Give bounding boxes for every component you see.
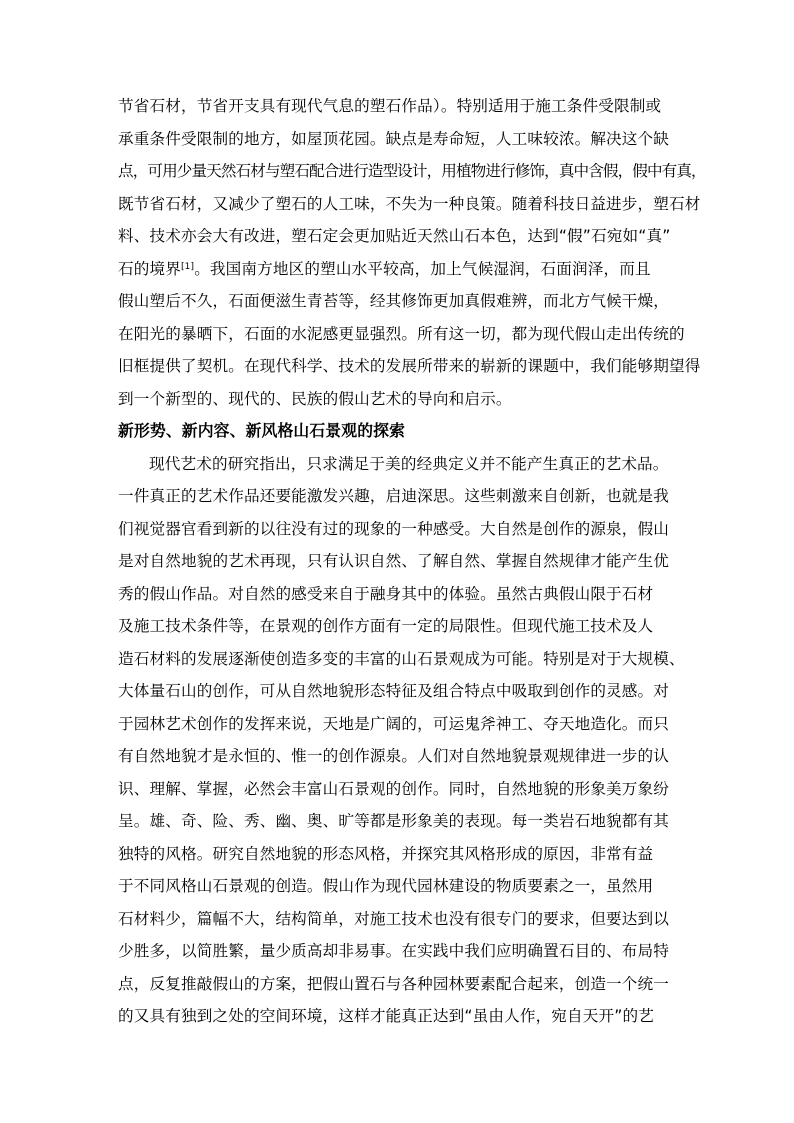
text-line: 点，可用少量天然石材与塑石配合进行造型设计，用植物进行修饰，真中含假，假中有真， <box>118 162 706 180</box>
section-heading: 新形势、新内容、新风格山石景观的探索 <box>118 421 406 440</box>
text-line: 少胜多，以简胜繁，量少质高却非易事。在实践中我们应明确置石目的、布局特 <box>118 942 670 960</box>
text-line: 的又具有独到之处的空间环境，这样才能真正达到“虽由人作，宛自天开”的艺 <box>118 1007 655 1025</box>
text-line: 旧框提供了契机。在现代科学、技术的发展所带来的崭新的课题中，我们能够期望得 <box>118 357 701 375</box>
text-line: 点，反复推敲假山的方案，把假山置石与各种园林要素配合起来，创造一个统一 <box>118 974 670 993</box>
text-line: 秀的假山作品。对自然的感受来自于融身其中的体验。虽然古典假山限于石材 <box>118 584 654 603</box>
text-line-with-reference <box>118 253 678 286</box>
text-line: 及施工技术条件等，在景观的创作方面有一定的局限性。但现代施工技术及人 <box>118 617 654 635</box>
document-body <box>118 90 706 1033</box>
text-segment: 。我国南方地区的塑山水平较高，加上气候湿润，石面润泽，而且 <box>194 259 651 278</box>
text-segment: 石的境界 <box>118 259 181 278</box>
text-line: 到一个新型的、现代的、民族的假山艺术的导向和启示。 <box>118 389 512 408</box>
text-line: 现代艺术的研究指出，只求满足于美的经典定义并不能产生真正的艺术品。 <box>149 454 669 473</box>
text-line: 一件真正的艺术作品还要能激发兴趣，启迪深思。这些刺激来自创新，也就是我 <box>118 487 670 505</box>
text-line: 在阳光的暴晒下，石面的水泥感更显强烈。所有这一切，都为现代假山走出传统的 <box>118 324 685 343</box>
text-line: 有自然地貌才是永恒的、惟一的创作源泉。人们对自然地貌景观规律进一步的认 <box>118 747 670 765</box>
text-line: 于园林艺术创作的发挥来说，天地是广阔的，可运鬼斧神工、夺天地造化。而只 <box>118 714 670 733</box>
text-line: 是对自然地貌的艺术再现，只有认识自然、了解自然、掌握自然规律才能产生优 <box>118 552 670 570</box>
paragraph-1 <box>118 90 706 415</box>
text-line: 料、技术亦会大有改进，塑石定会更加贴近天然山石本色，达到“假”石宛如“真” <box>118 227 671 245</box>
text-line: 承重条件受限制的地方，如屋顶花园。缺点是寿命短，人工味较浓。解决这个缺 <box>118 129 670 148</box>
citation-reference: [1] <box>180 261 195 272</box>
text-line: 石材料少，篇幅不大，结构简单，对施工技术也没有很专门的要求，但要达到以 <box>118 909 670 928</box>
text-line: 于不同风格山石景观的创造。假山作为现代园林建设的物质要素之一，虽然用 <box>118 877 654 895</box>
text-line: 识、理解、掌握，必然会丰富山石景观的创作。同时，自然地貌的形象美万象纷 <box>118 779 670 798</box>
text-line: 节省石材，节省开支具有现代气息的塑石作品）。特别适用于施工条件受限制或 <box>118 97 662 115</box>
text-line: 大体量石山的创作，可从自然地貌形态特征及组合特点中吸取到创作的灵感。对 <box>118 682 670 700</box>
text-line: 呈。雄、奇、险、秀、幽、奥、旷等都是形象美的表现。每一类岩石地貌都有其 <box>118 812 670 830</box>
text-line: 造石材料的发展逐渐使创造多变的丰富的山石景观成为可能。特别是对于大规模、 <box>118 649 685 668</box>
text-line: 既节省石材，又减少了塑石的人工味，不失为一种良策。随着科技日益进步，塑石材 <box>118 194 701 213</box>
text-line: 们视觉器官看到新的以往没有过的现象的一种感受。大自然是创作的源泉，假山 <box>118 519 670 538</box>
text-line: 假山塑后不久，石面便滋生青苔等，经其修饰更加真假难辨，而北方气候干燥， <box>118 292 670 310</box>
paragraph-2 <box>118 448 685 1033</box>
text-line: 独特的风格。研究自然地貌的形态风格，并探究其风格形成的原因，非常有益 <box>118 844 654 863</box>
